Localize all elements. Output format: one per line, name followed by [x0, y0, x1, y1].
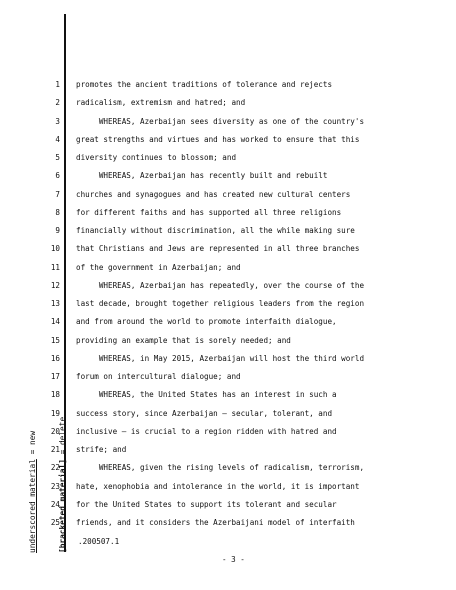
line-number: 5 — [55, 153, 60, 162]
line-number: 12 — [50, 280, 60, 290]
text-line: success story, since Azerbaijan — secular, tolerant, and — [76, 408, 333, 418]
document-id: .200507.1 — [78, 537, 120, 546]
line-number: 19 — [50, 408, 60, 418]
line-number: 18 — [50, 390, 60, 400]
line-number: 6 — [55, 171, 60, 181]
text-line: strife; and — [76, 445, 127, 454]
line-number: 16 — [50, 353, 60, 363]
line-number: 14 — [50, 317, 60, 327]
text-line: churches and synagogues and has created new cultural centers — [76, 189, 351, 199]
line-number: 22 — [50, 463, 60, 473]
line-number: 8 — [55, 207, 60, 217]
text-line: of the government in Azerbaijan; and — [76, 262, 241, 272]
line-number: 20 — [50, 426, 60, 436]
text-line: diversity continues to blossom; and — [76, 153, 237, 162]
text-line: financially without discrimination, all the while making sure — [76, 226, 355, 235]
text-line: WHEREAS, Azerbaijan has repeatedly, over the course of the — [76, 280, 365, 290]
text-line: last decade, brought together religious leaders from the region — [76, 299, 365, 308]
text-line: friends, and it considers the Azerbaijani model of interfaith — [76, 518, 355, 527]
text-line: WHEREAS, Azerbaijan sees diversity as one of the country's — [76, 116, 365, 126]
line-number: 13 — [50, 299, 60, 308]
text-line: WHEREAS, the United States has an interest in such a — [76, 390, 337, 400]
line-number: 3 — [55, 116, 60, 126]
text-line: and from around the world to promote interfaith dialogue, — [76, 317, 337, 327]
line-number: 17 — [50, 372, 60, 381]
line-number: 11 — [50, 262, 60, 272]
text-line: for the United States to support its tolerant and secular — [76, 499, 337, 509]
text-line: WHEREAS, Azerbaijan has recently built and rebuilt — [76, 171, 328, 181]
text-line: WHEREAS, in May 2015, Azerbaijan will host the third world — [76, 353, 365, 363]
text-line: radicalism, extremism and hatred; and — [76, 98, 246, 108]
line-number: 21 — [50, 445, 60, 454]
page-number: - 3 - — [222, 555, 245, 564]
text-line: great strengths and virtues and has worked to ensure that this — [76, 134, 360, 144]
text-line: forum on intercultural dialogue; and — [76, 372, 241, 381]
line-number: 7 — [55, 189, 60, 199]
text-line: promotes the ancient traditions of tolerance and rejects — [76, 80, 333, 89]
text-line: for different faiths and has supported all three religions — [76, 207, 342, 217]
line-number: 10 — [50, 244, 60, 254]
line-number: 25 — [50, 518, 60, 527]
amendment-legend — [8, 417, 88, 553]
line-number: 15 — [50, 335, 60, 345]
legend-new: underscored material = new — [28, 430, 37, 553]
line-number: 23 — [50, 481, 60, 491]
line-number: 4 — [55, 134, 60, 144]
text-line: WHEREAS, given the rising levels of radicalism, terrorism, — [76, 463, 365, 473]
line-number: 9 — [55, 226, 60, 235]
text-line: inclusive — is crucial to a region ridden with hatred and — [76, 426, 337, 436]
line-number: 24 — [50, 499, 60, 509]
text-line: providing an example that is sorely needed; and — [76, 335, 291, 345]
text-line: hate, xenophobia and intolerance in the world, it is important — [76, 481, 360, 491]
legend-delete: [bracketed material] = delete — [58, 416, 67, 553]
line-number: 1 — [55, 80, 60, 89]
line-number: 2 — [55, 98, 60, 108]
text-line: that Christians and Jews are represented in all three branches — [76, 244, 360, 254]
